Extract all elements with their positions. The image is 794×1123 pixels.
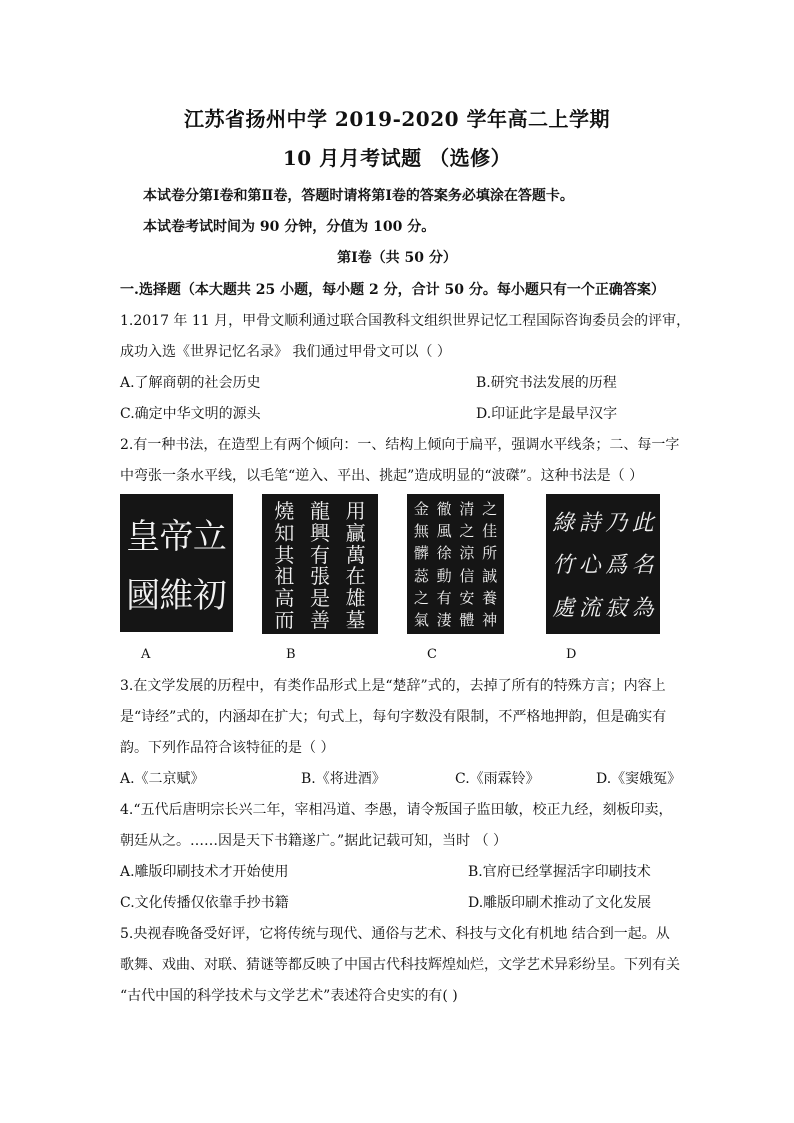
calligraphy-glyph: 之	[482, 499, 498, 518]
calligraphy-glyph: 清	[459, 499, 475, 518]
q4-option-d: D.雕版印刷术推动了文化发展	[468, 895, 652, 911]
calligraphy-glyph: 其	[274, 542, 295, 567]
calligraphy-glyph: 動	[436, 566, 452, 585]
q1-option-a: A.了解商朝的社会历史	[120, 375, 261, 391]
calligraphy-glyph: 此	[631, 511, 654, 537]
calligraphy-glyph: 金	[413, 499, 429, 518]
calligraphy-glyph: 之	[459, 522, 475, 541]
instruction-line1: 本试卷分第Ⅰ卷和第Ⅱ卷，答题时请将第Ⅰ卷的答案务必填涂在答题卡。	[143, 188, 574, 204]
calligraphy-glyph: 國	[126, 576, 161, 616]
calligraphy-glyph: 雄	[345, 586, 366, 611]
calligraphy-glyph: 維	[159, 576, 194, 616]
calligraphy-glyph: 誠	[482, 566, 498, 585]
calligraphy-glyph: 竹	[552, 553, 575, 579]
calligraphy-glyph: 立	[192, 517, 227, 557]
exam-title-line1: 江苏省扬州中学 2019-2020 学年高二上学期	[183, 107, 611, 131]
calligraphy-image-c	[407, 494, 504, 634]
calligraphy-glyph: 髒	[413, 544, 429, 563]
q3-stem-line3: 韵。下列作品符合该特征的是（ ）	[120, 740, 335, 756]
calligraphy-glyph: 高	[274, 586, 295, 611]
q3-option-b: B.《将进酒》	[301, 771, 386, 787]
image-label-d: D	[566, 647, 577, 662]
calligraphy-glyph: 無	[413, 522, 429, 541]
calligraphy-glyph: 名	[631, 553, 654, 579]
calligraphy-glyph: 在	[345, 564, 366, 589]
calligraphy-glyph: 徹	[436, 499, 452, 518]
calligraphy-glyph: 徐	[436, 544, 452, 563]
calligraphy-glyph: 所	[482, 544, 498, 563]
image-label-a: A	[141, 647, 151, 662]
calligraphy-glyph: 佳	[482, 522, 498, 541]
image-label-b: B	[286, 647, 296, 662]
calligraphy-glyph: 張	[310, 564, 330, 589]
calligraphy-glyph: 體	[459, 611, 475, 630]
calligraphy-glyph: 蕊	[413, 566, 429, 585]
calligraphy-glyph: 有	[310, 542, 330, 567]
calligraphy-glyph: 燒	[274, 498, 295, 523]
q4-stem-line2: 朝廷从之。……因是天下书籍遂广。”据此记载可知，当时 （ ）	[120, 833, 508, 849]
calligraphy-glyph: 而	[274, 608, 295, 633]
q3-option-a: A.《二京赋》	[120, 771, 205, 787]
q2-stem-line1: 2.有一种书法，在造型上有两个倾向：一、结构上倾向于扁平，强调水平线条；二、每一字	[120, 437, 680, 453]
section-title: 第Ⅰ卷（共 50 分）	[337, 250, 457, 266]
calligraphy-glyph: 淒	[436, 611, 452, 630]
calligraphy-glyph: 初	[192, 576, 227, 616]
exam-title-line2: 10 月月考试题 （选修）	[282, 146, 512, 170]
q4-stem-line1: 4.“五代后唐明宗长兴二年，宰相冯道、李愚，请令叛国子监田敏，校正九经，刻板印卖，	[120, 802, 673, 818]
calligraphy-glyph: 養	[482, 588, 498, 607]
q1-option-b: B.研究书法发展的历程	[476, 375, 617, 391]
q5-stem-line3: “古代中国的科学技术与文学艺术”表述符合史实的有( )	[120, 988, 458, 1004]
calligraphy-glyph: 有	[436, 588, 452, 607]
calligraphy-image-b	[262, 494, 378, 634]
calligraphy-glyph: 興	[310, 520, 330, 545]
q5-stem-line1: 5.央视春晚备受好评，它将传统与现代、通俗与艺术、科技与文化有机地 结合到一起。从	[120, 926, 670, 942]
calligraphy-glyph: 乃	[605, 511, 628, 537]
q3-stem-line1: 3.在文学发展的历程中，有类作品形式上是“楚辞”式的，去掉了所有的特殊方言；内容上	[120, 678, 666, 694]
calligraphy-image-a	[120, 494, 233, 632]
calligraphy-glyph: 祖	[274, 564, 295, 589]
calligraphy-glyph: 詩	[578, 511, 601, 537]
calligraphy-glyph: 皇	[126, 517, 161, 557]
calligraphy-glyph: 為	[631, 595, 654, 621]
calligraphy-glyph: 之	[413, 588, 429, 607]
calligraphy-glyph: 涼	[459, 544, 475, 563]
calligraphy-glyph: 知	[274, 520, 295, 545]
q1-stem-line1: 1.2017 年 11 月，甲骨文顺利通过联合国教科文组织世界记忆工程国际咨询委员会的评审，	[120, 313, 691, 329]
calligraphy-glyph: 綠	[552, 511, 575, 537]
calligraphy-glyph: 處	[552, 595, 575, 621]
calligraphy-glyph: 帝	[159, 517, 194, 557]
calligraphy-glyph: 善	[310, 608, 330, 633]
q3-option-c: C.《雨霖铃》	[455, 771, 540, 787]
section-heading: 一.选择题（本大题共 25 小题，每小题 2 分，合计 50 分。每小题只有一个正确答案）	[120, 282, 665, 298]
calligraphy-glyph: 贏	[345, 520, 366, 545]
q3-stem-line2: 是“诗经”式的，内涵却在扩大；句式上，每句字数没有限制，不严格地押韵，但是确实有	[120, 709, 667, 725]
q1-option-c: C.确定中华文明的源头	[120, 406, 261, 422]
calligraphy-glyph: 信	[459, 566, 475, 585]
q4-option-c: C.文化传播仅依靠手抄书籍	[120, 895, 289, 911]
calligraphy-glyph: 流	[578, 595, 601, 621]
calligraphy-glyph: 墓	[345, 608, 366, 633]
q5-stem-line2: 歌舞、戏曲、对联、猜谜等都反映了中国古代科技辉煌灿烂，文学艺术异彩纷呈。下列有关	[120, 957, 680, 973]
calligraphy-glyph: 氣	[413, 611, 429, 630]
calligraphy-glyph: 安	[459, 588, 475, 607]
calligraphy-glyph: 寂	[605, 595, 628, 621]
calligraphy-glyph: 爲	[605, 553, 628, 579]
calligraphy-image-d	[546, 494, 660, 634]
instruction-line2: 本试卷考试时间为 90 分钟，分值为 100 分。	[143, 219, 436, 235]
calligraphy-glyph: 萬	[345, 542, 366, 567]
image-label-c: C	[427, 647, 437, 662]
q1-option-d: D.印证此字是最早汉字	[476, 406, 618, 422]
calligraphy-glyph: 神	[482, 611, 498, 630]
calligraphy-glyph: 是	[310, 586, 330, 611]
calligraphy-glyph: 心	[578, 553, 601, 579]
q1-stem-line2: 成功入选《世界记忆名录》 我们通过甲骨文可以（ ）	[120, 344, 451, 360]
q2-stem-line2: 中弯张一条水平线，以毛笔“逆入、平出、挑起”造成明显的“波磔”。这种书法是（ ）	[120, 468, 644, 484]
q4-option-a: A.雕版印刷技术才开始使用	[120, 864, 289, 880]
calligraphy-glyph: 龍	[310, 498, 330, 523]
q4-option-b: B.官府已经掌握活字印刷技术	[468, 864, 651, 880]
calligraphy-glyph: 風	[436, 522, 452, 541]
calligraphy-glyph: 用	[345, 498, 366, 523]
q3-option-d: D.《窦娥冤》	[596, 771, 682, 787]
